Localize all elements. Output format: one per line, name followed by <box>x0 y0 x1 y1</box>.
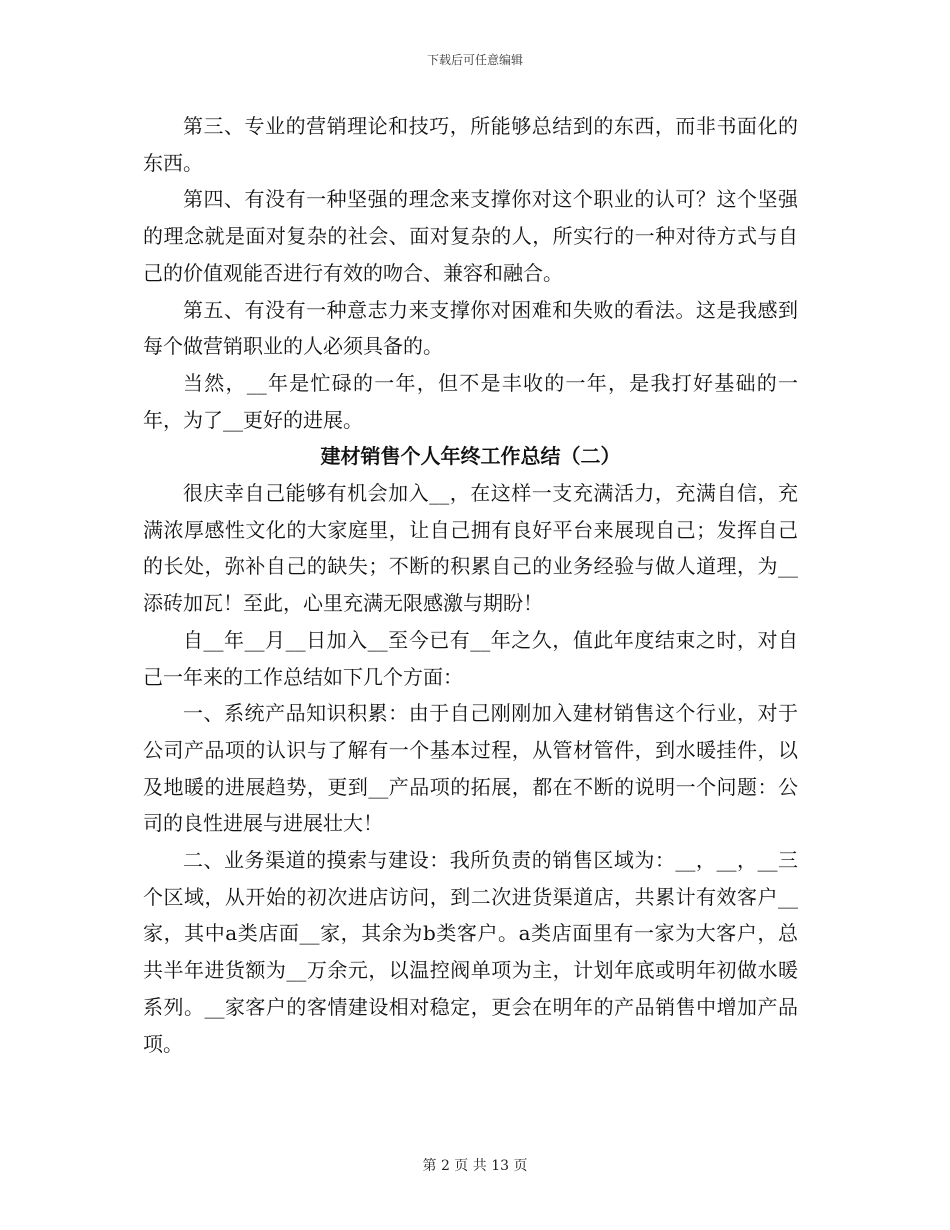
document-body <box>143 108 798 1062</box>
paragraph-third: 第三、专业的营销理论和技巧，所能够总结到的东西，而非书面化的东西。 <box>143 114 798 175</box>
paragraph-intro: 很庆幸自己能够有机会加入__，在这样一支充满活力，充满自信，充满浓厚感性文化的大家庭里，让自己拥有良好平台来展现自己；发挥自己的长处，弥补自己的缺失；不断的积累自己的业务经验与做人道理，为__添砖加瓦！至此，心里充满无限感激与期盼！ <box>143 481 798 616</box>
paragraph-product-knowledge: 一、系统产品知识积累：由于自己刚刚加入建材销售这个行业，对于公司产品项的认识与了解有一个基本过程，从管材管件，到水暖挂件，以及地暖的进展趋势，更到__产品项的拓展，都在不断的说明一个问题：公司的良性进展与进展壮大！ <box>143 701 798 836</box>
paragraph-overview: 自__年__月__日加入__至今已有__年之久，值此年度结束之时，对自己一年来的工作总结如下几个方面： <box>143 627 798 689</box>
paragraph-fourth: 第四、有没有一种坚强的理念来支撑你对这个职业的认可？这个坚强的理念就是面对复杂的社会、面对复杂的人，所实行的一种对待方式与自己的价值观能否进行有效的吻合、兼容和融合。 <box>143 187 798 285</box>
page-footer: 第 2 页 共 13 页 <box>422 1158 528 1174</box>
paragraph-channel-building: 二、业务渠道的摸索与建设：我所负责的销售区域为：__，__，__三个区域，从开始的初次进店访问，到二次进货渠道店，共累计有效客户__家，其中a类店面__家，其余为b类客户。a类店面里有一家为大客户，总共半年进货额为__万余元，以温控阀单项为主，计划年底或明年初做水暖系列。__家客户的客情建设相对稳定，更会在明年的产品销售中增加产品项。 <box>143 848 798 1056</box>
paragraph-fifth: 第五、有没有一种意志力来支撑你对困难和失败的看法。这是我感到每个做营销职业的人必须具备的。 <box>143 297 798 359</box>
page-header: 下载后可任意编辑 <box>426 53 523 67</box>
paragraph-conclusion: 当然，__年是忙碌的一年，但不是丰收的一年，是我打好基础的一年，为了__更好的进展。 <box>143 370 798 432</box>
section-title: 建材销售个人年终工作总结（二） <box>320 444 621 469</box>
